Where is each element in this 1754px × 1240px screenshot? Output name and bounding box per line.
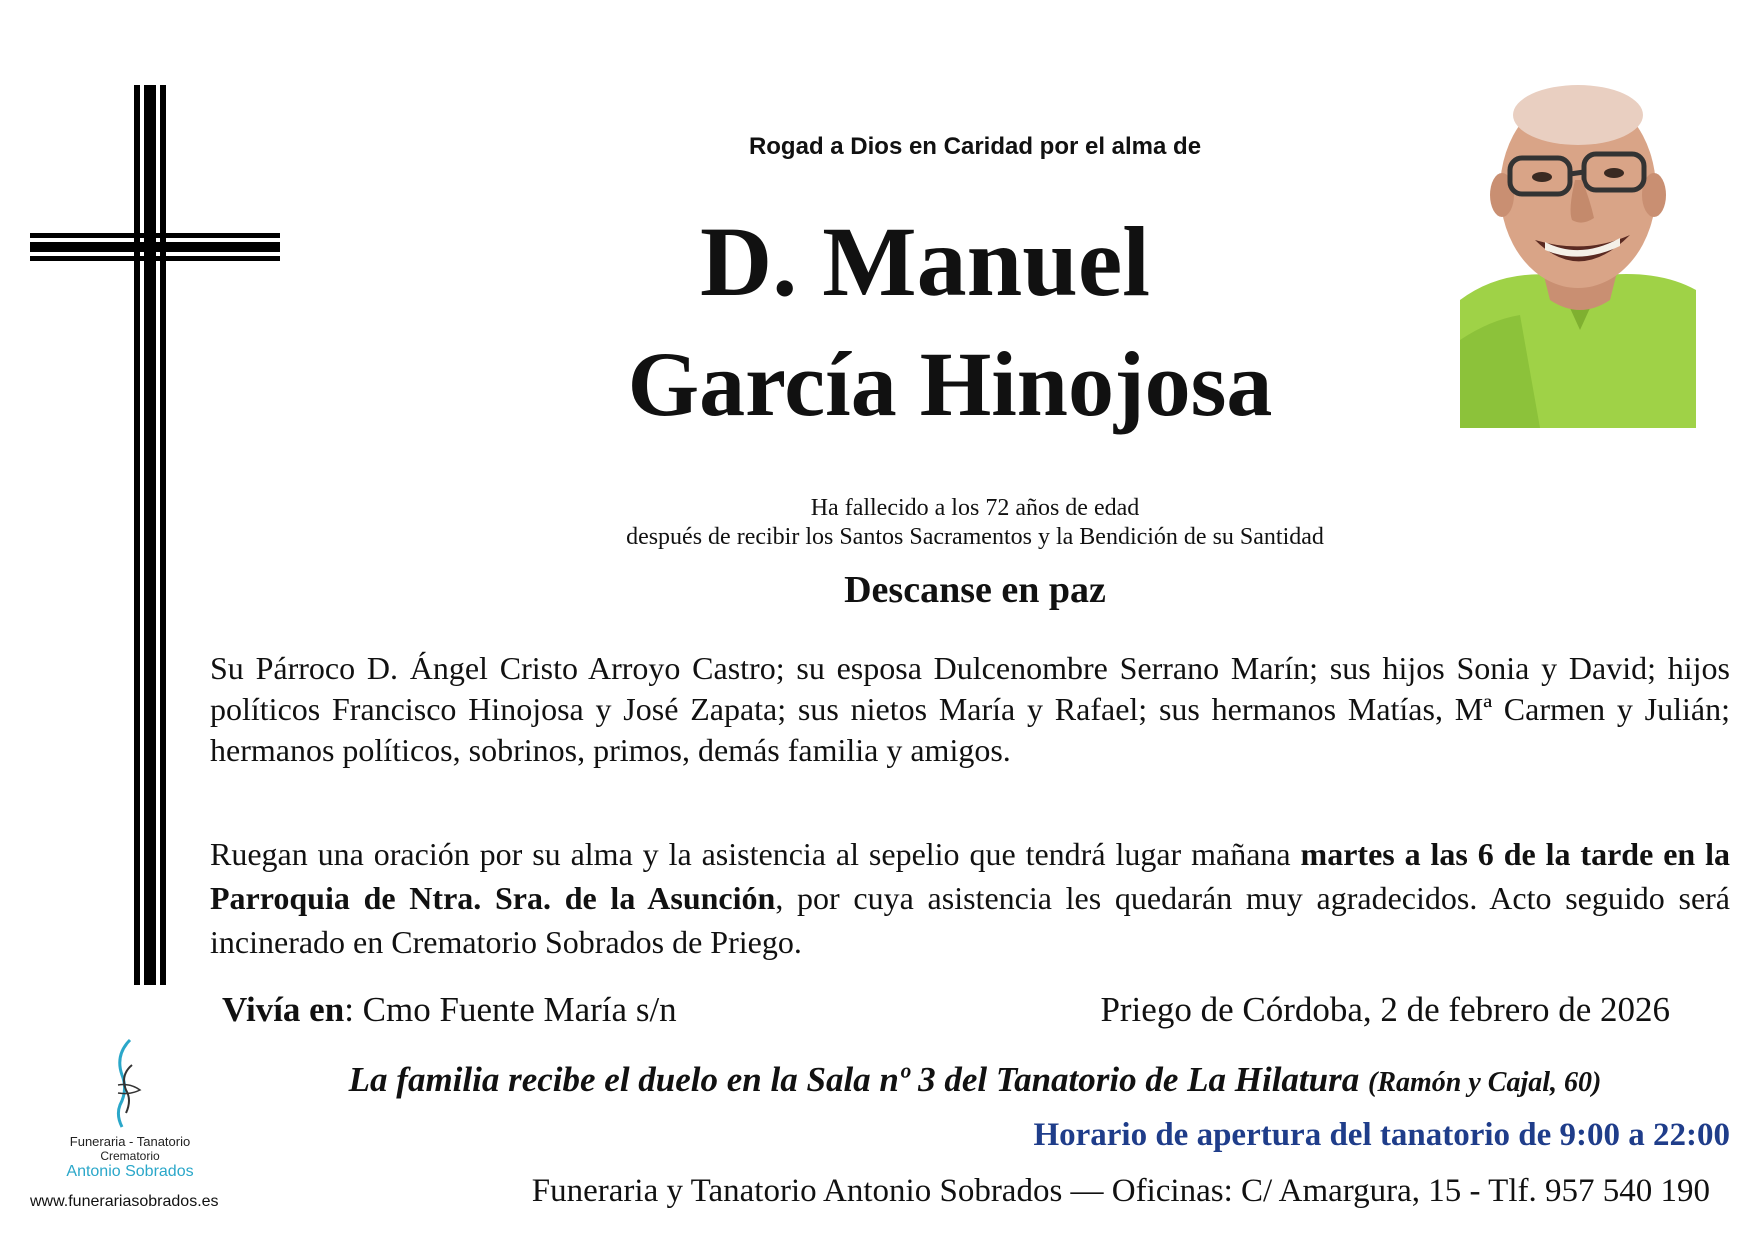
- address-label: Vivía en: [222, 990, 345, 1029]
- address-value: Cmo Fuente María s/n: [362, 990, 677, 1029]
- rest-in-peace: Descanse en paz: [844, 569, 1106, 611]
- logo-line-crematorio: Crematorio: [100, 1149, 160, 1163]
- funeraria-logo-icon: [100, 1035, 150, 1130]
- deceased-name-line1: D. Manuel: [700, 206, 1150, 317]
- office-contact: Funeraria y Tanatorio Antonio Sobrados — Oficinas: C/ Amargura, 15 - Tlf. 957 540 190: [531, 1173, 1710, 1209]
- address-line: [222, 990, 1722, 1036]
- place-date: Priego de Córdoba, 2 de febrero de 2026: [1100, 990, 1670, 1029]
- funeral-home-logo: [30, 1035, 230, 1225]
- deceased-name-line2: García Hinojosa: [627, 333, 1273, 435]
- intro-line: Rogad a Dios en Caridad por el alma de: [748, 133, 1202, 160]
- logo-line-brand: Antonio Sobrados: [66, 1163, 194, 1180]
- age-line: Ha fallecido a los 72 años de edad: [810, 495, 1140, 521]
- condolence-address: (Ramón y Cajal, 60): [1368, 1067, 1602, 1098]
- request-intro: Ruegan una oración por su alma y la asistencia al sepelio que tendrá lugar mañana: [210, 836, 1301, 872]
- request-end: , por cuya asistencia les quedarán muy agradecidos. Acto seguido será incinerado en Crematorio Sobrados de Priego.: [210, 880, 1731, 960]
- logo-line-funeraria: Funeraria - Tanatorio: [69, 1134, 191, 1149]
- sacraments-line: después de recibir los Santos Sacramentos y la Bendición de su Santidad: [626, 524, 1324, 550]
- request-service-details: martes a las 6 de la tarde en la Parroquia de Ntra. Sra. de la Asunción: [210, 836, 1731, 916]
- funeral-request-paragraph: [210, 832, 1730, 964]
- family-paragraph: Su Párroco D. Ángel Cristo Arroyo Castro; su esposa Dulcenombre Serrano Marín; sus hijos Sonia y David; hijos políticos Francisco Hinojosa y José Zapata; sus nietos María y Rafael; sus hermanos Matías, Mª Carmen y Julián; hermanos políticos, sobrinos, primos, demás familia y amigos.: [210, 650, 1730, 768]
- condolence-info: [240, 1060, 1710, 1100]
- condolence-main: La familia recibe el duelo en la Sala nº 3 del Tanatorio de La Hilatura: [348, 1060, 1368, 1099]
- address-colon: :: [344, 990, 363, 1029]
- website-link[interactable]: www.funerariasobrados.es: [30, 1193, 219, 1210]
- opening-hours: Horario de apertura del tanatorio de 9:00 a 22:00: [1033, 1117, 1730, 1153]
